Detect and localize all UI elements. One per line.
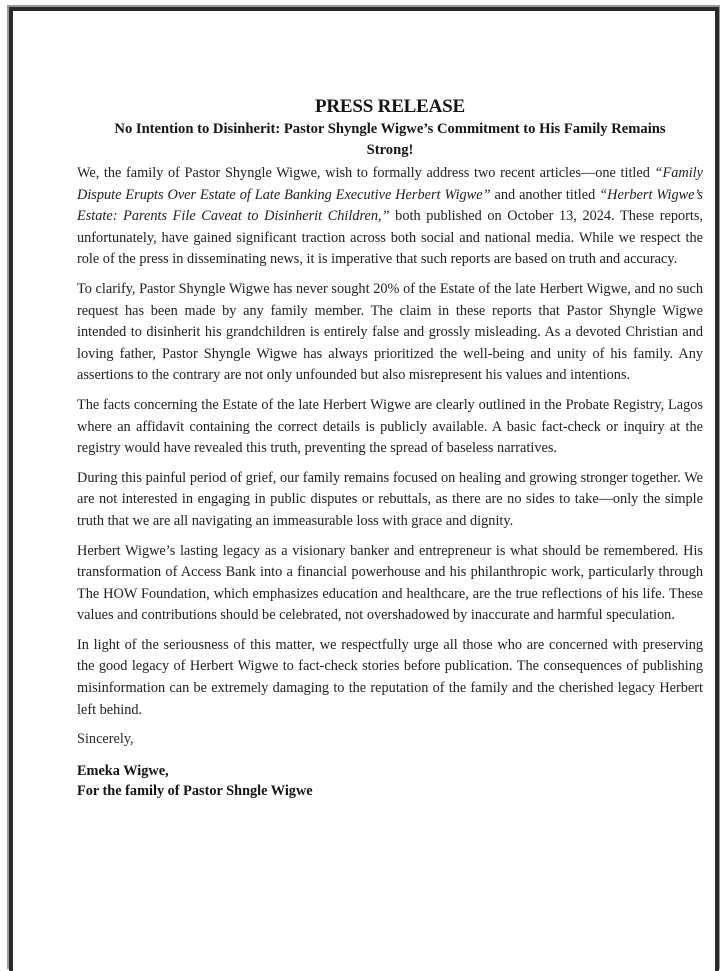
paragraph-probate-facts: The facts concerning the Estate of the late Herbert Wigwe are clearly outlined in the Probate Registry, Lagos where an affidavit containing the correct details is publicly available. A basic fact-check or inquiry at the registry would have revealed this truth, preventing the spread of baseless narratives. <box>77 396 703 457</box>
intro-text-start: We, the family of Pastor Shyngle Wigwe, wish to formally address two recent articles—one titled <box>77 165 655 181</box>
press-release-body <box>77 163 703 801</box>
document-page <box>9 7 719 971</box>
signatory-affiliation: For the family of Pastor Shngle Wigwe <box>77 782 313 799</box>
press-release-headline <box>77 119 703 161</box>
press-release-title: PRESS RELEASE <box>315 96 465 117</box>
paragraph-intro <box>77 163 703 271</box>
paragraph-clarification: To clarify, Pastor Shyngle Wigwe has never sought 20% of the Estate of the late Herbert Wigwe, and no such request has been made by any family member. The claim in these reports that Pastor Shyngle Wigwe intended to disinherit his grandchildren is entirely false and grossly misleading. As a devoted Christian and loving father, Pastor Shyngle Wigwe has always prioritized the well-being and unity of his family. Any assertions to the contrary are not only unfounded but also misrepresent his values and intentions. <box>77 280 703 384</box>
article-title-1: “Family Dispute Erupts Over Estate of Late Banking Executive Herbert Wigwe” <box>77 165 703 203</box>
paragraph-legacy: Herbert Wigwe’s lasting legacy as a visionary banker and entrepreneur is what should be remembered. His transformation of Access Bank into a financial powerhouse and his philanthropic work, particularly through The HOW Foundation, which emphasizes education and healthcare, are the true reflections of his life. These values and contributions should be celebrated, not overshadowed by inaccurate and harmful speculation. <box>77 542 703 624</box>
headline-line-1: No Intention to Disinherit: Pastor Shyngle Wigwe’s Commitment to His Family Remains <box>114 121 666 137</box>
intro-text-mid: and another titled <box>490 186 600 203</box>
paragraph-appeal: In light of the seriousness of this matter, we respectfully urge all those who are concerned with preserving the good legacy of Herbert Wigwe to fact-check stories before publication. The consequences of publishing misinformation can be extremely damaging to the reputation of the family and the cherished legacy Herbert left behind. <box>77 636 703 718</box>
intro-text-end: both published on October 13, 2024. These reports, unfortunately, have gained significant traction across both social and national media. While we respect the role of the press in disseminating news, it is imperative that such reports are based on truth and accuracy. <box>77 208 703 268</box>
closing-salutation: Sincerely, <box>77 731 134 748</box>
paragraph-grief: During this painful period of grief, our family remains focused on healing and growing stronger together. We are not interested in engaging in public disputes or rebuttals, as there are no sides to take—only the simple truth that we are all navigating an immeasurable loss with grace and dignity. <box>77 469 703 529</box>
signatory-name: Emeka Wigwe, <box>77 762 169 779</box>
headline-line-2: Strong! <box>366 142 414 158</box>
article-title-2: “Herbert Wigwe’s Estate: Parents File Caveat to Disinherit Children,” <box>77 186 703 225</box>
